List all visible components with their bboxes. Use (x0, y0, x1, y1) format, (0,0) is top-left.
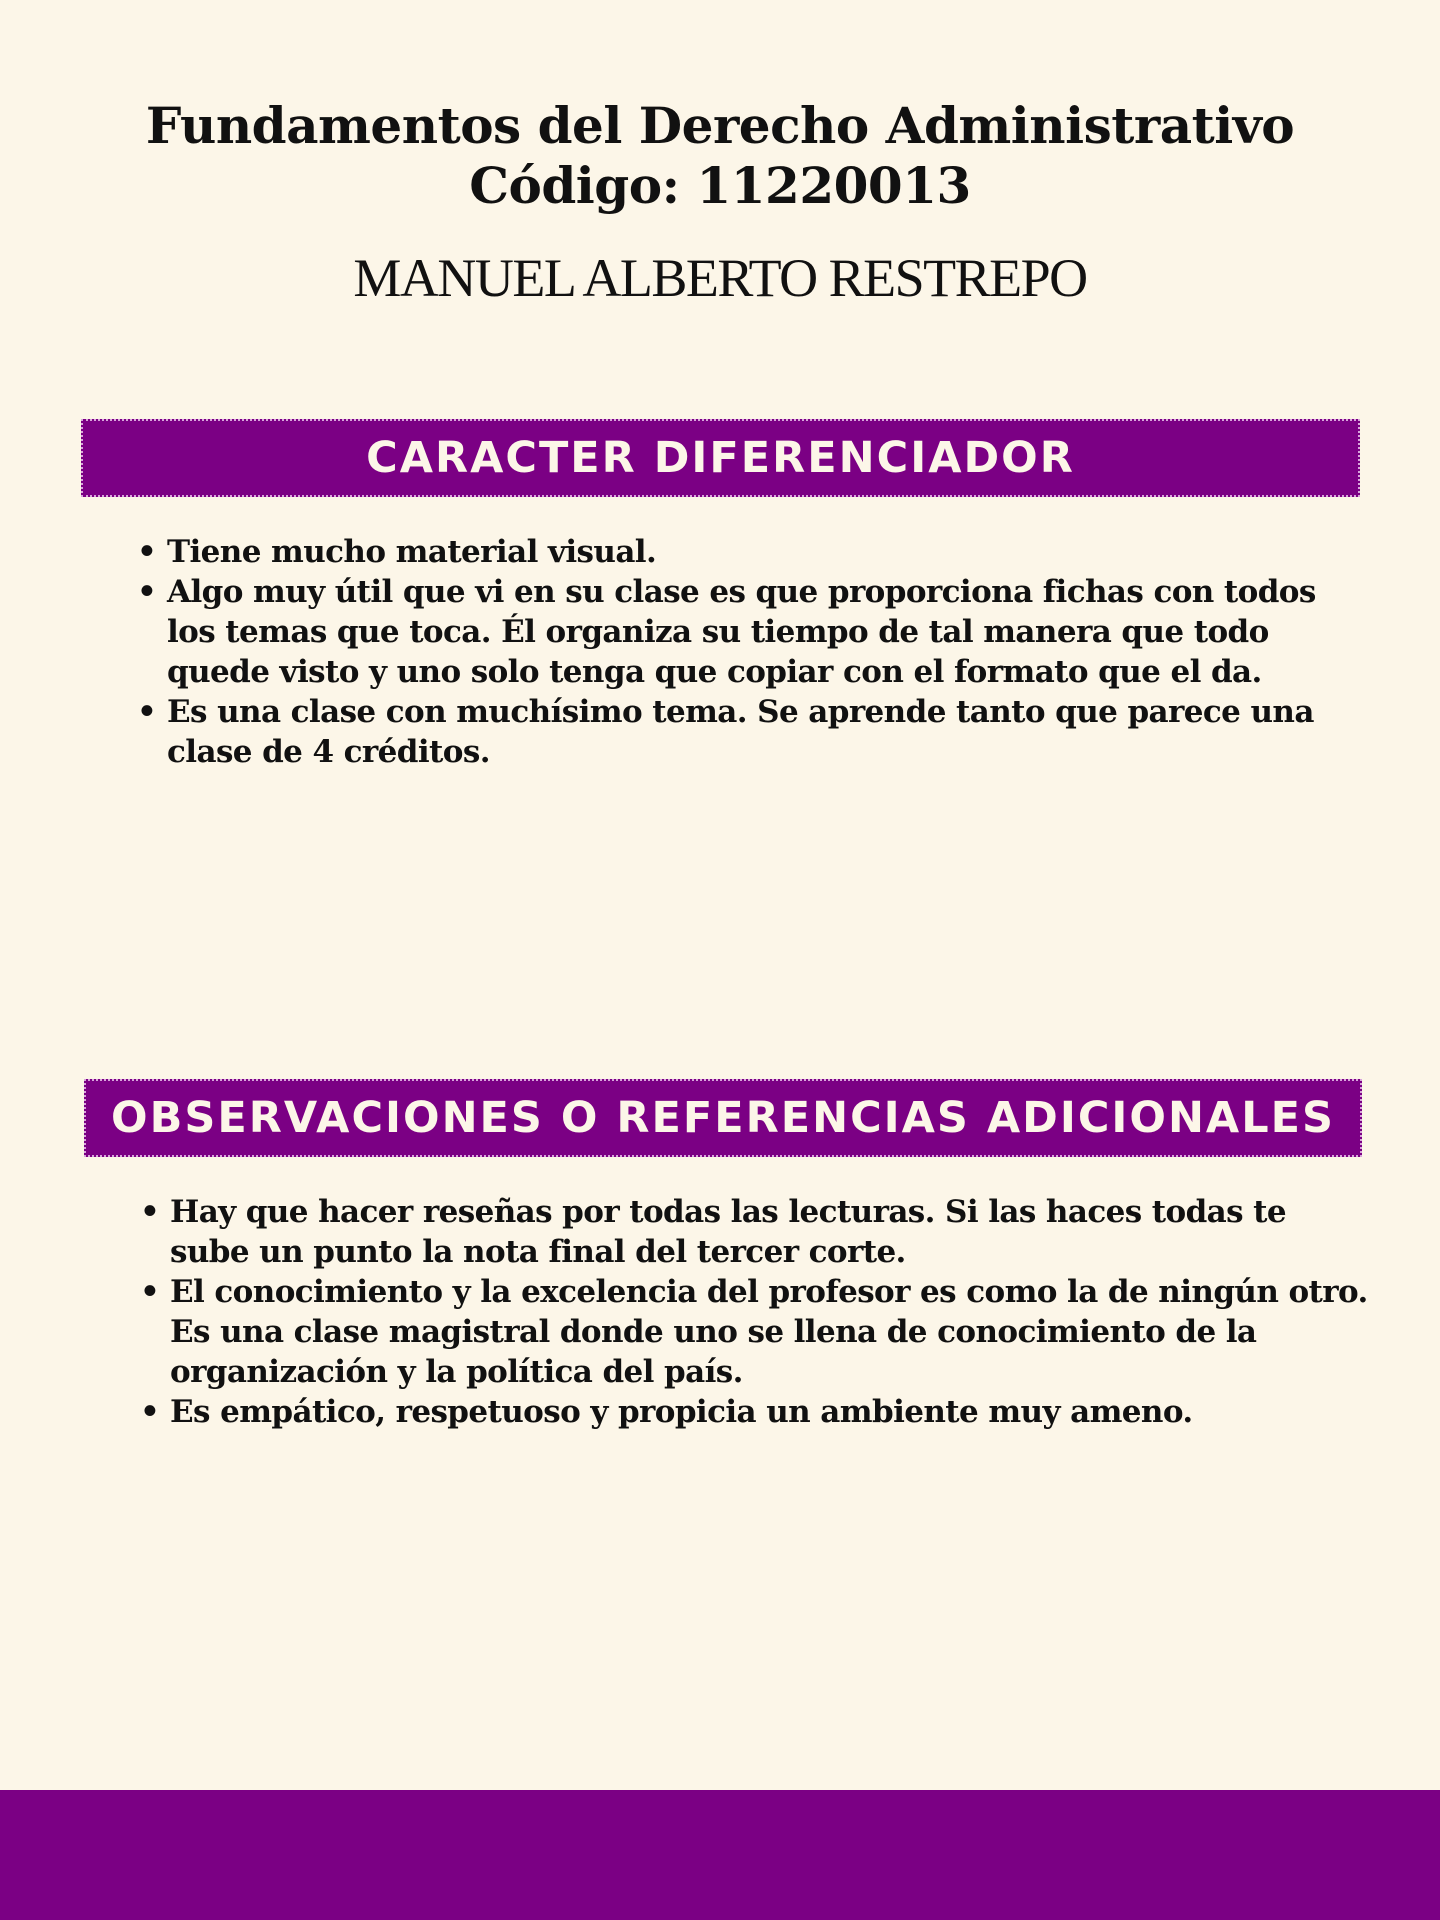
bullet-icon: • (140, 1274, 160, 1310)
bullet-icon: • (137, 694, 157, 730)
list-item-text: El conocimiento y la excelencia del profesor es como la de ningún otro. Es una clase magistral donde uno se llena de conocimiento de la organización y la política del país. (170, 1274, 1368, 1390)
section-heading-caracter-diferenciador: CARACTER DIFERENCIADOR (81, 419, 1360, 497)
footer-bar (0, 1790, 1440, 1920)
list-item-text: Es empático, respetuoso y propicia un ambiente muy ameno. (170, 1394, 1193, 1430)
document-header (0, 96, 1440, 310)
course-title: Fundamentos del Derecho Administrativo (145, 96, 1295, 155)
bullet-icon: • (140, 1394, 160, 1430)
professor-name: MANUEL ALBERTO RESTREPO (353, 248, 1087, 308)
list-item-text: Algo muy útil que vi en su clase es que proporciona fichas con todos los temas que toca. Él organiza su tiempo de tal manera que todo quede visto y uno solo tenga que copiar con el formato que el da. (167, 574, 1316, 690)
course-code: Código: 11220013 (469, 156, 971, 215)
observaciones-list (140, 1192, 1370, 1432)
list-item (137, 692, 1337, 772)
list-item (137, 572, 1337, 692)
list-item (140, 1392, 1370, 1432)
section-heading-observaciones: OBSERVACIONES O REFERENCIAS ADICIONALES (84, 1079, 1362, 1157)
bullet-icon: • (140, 1194, 160, 1230)
list-item (140, 1192, 1370, 1272)
list-item (137, 532, 1337, 572)
bullet-icon: • (137, 574, 157, 610)
list-item (140, 1272, 1370, 1392)
list-item-text: Tiene mucho material visual. (167, 534, 657, 570)
caracter-diferenciador-list (137, 532, 1337, 772)
bullet-icon: • (137, 534, 157, 570)
list-item-text: Hay que hacer reseñas por todas las lecturas. Si las haces todas te sube un punto la nota final del tercer corte. (170, 1194, 1287, 1270)
list-item-text: Es una clase con muchísimo tema. Se aprende tanto que parece una clase de 4 créditos. (167, 694, 1314, 770)
